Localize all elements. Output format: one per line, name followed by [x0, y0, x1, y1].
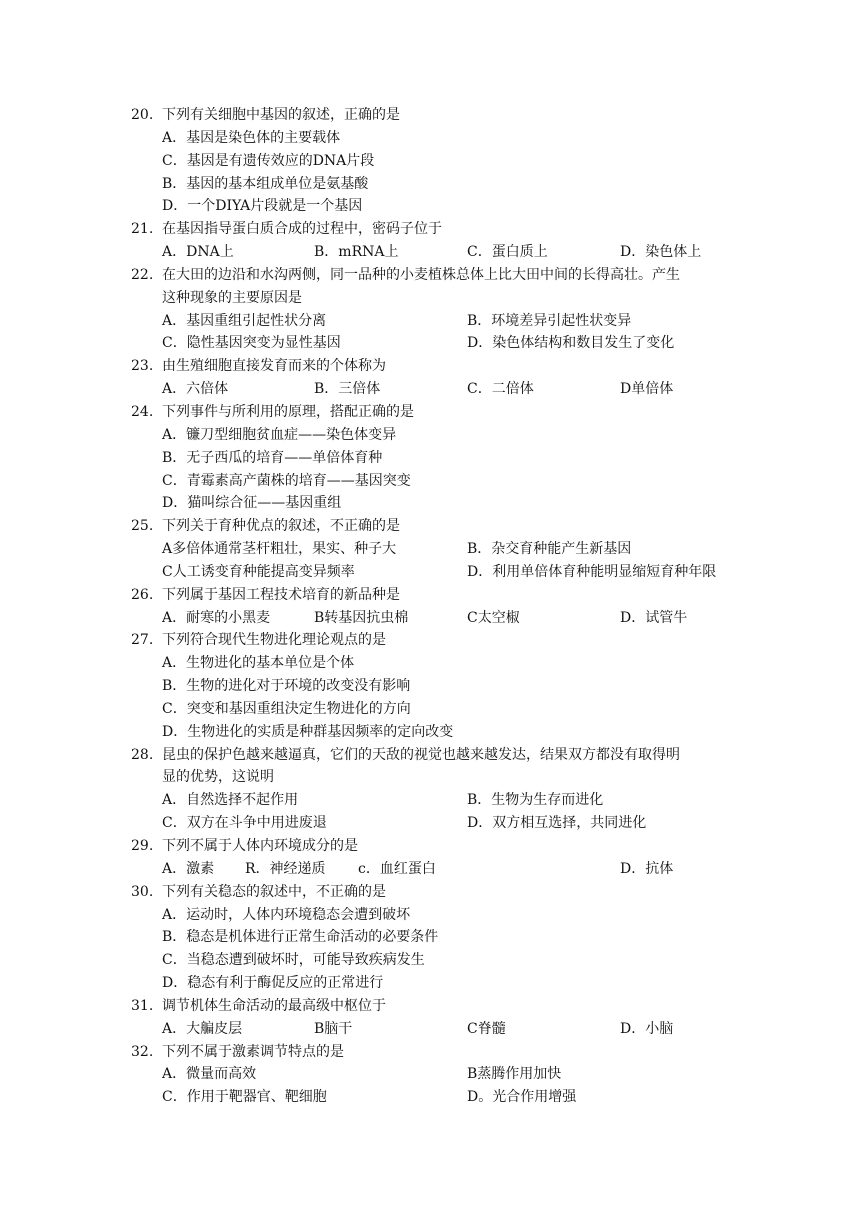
question-text: 下列属于基因工程技术培育的新品种是 [162, 586, 400, 603]
option-d: D．利用单倍体育种能明显缩短育种年限 [467, 563, 717, 580]
option-a: A．大艑皮层 [162, 1020, 243, 1037]
question-24-option-row [0, 470, 865, 493]
option-c: C．作用于靶器官、靶细胞 [162, 1089, 327, 1106]
question-30-stem [0, 881, 865, 904]
option-d: D．一个DIYA片段就是一个基因 [162, 198, 363, 215]
option-d: D．染色体上 [620, 244, 702, 261]
question-text: 调节机体生命活动的最高级中枢位于 [162, 997, 386, 1014]
question-25-option-row [0, 538, 865, 561]
question-22-stem-continued [0, 287, 865, 310]
question-28-option-row [0, 789, 865, 812]
question-27-option-row [0, 698, 865, 721]
option-b: B蒸腾作用加快 [467, 1066, 562, 1083]
question-23-stem [0, 355, 865, 378]
question-27-stem [0, 629, 865, 652]
question-22-stem [0, 264, 865, 287]
question-text: 下列有关稳态的叙述中，不正确的是 [162, 883, 386, 900]
question-22-option-row [0, 310, 865, 333]
option-a: A．耐寒的小黑麦 [162, 609, 271, 626]
option-d: D．试管牛 [620, 609, 688, 626]
question-32-option-row [0, 1063, 865, 1086]
question-number: 21. [131, 221, 154, 238]
question-number: 24. [131, 403, 154, 420]
question-number: 25. [131, 518, 154, 535]
option-d: D．抗体 [620, 860, 674, 877]
question-20-stem [0, 104, 865, 127]
option-c: C太空椒 [467, 609, 520, 626]
question-22-option-row [0, 332, 865, 355]
option-b: B．生物的进化对于环境的改变没有影响 [162, 678, 411, 695]
option-d: D．小脑 [620, 1020, 674, 1037]
question-29-option-row [0, 858, 865, 881]
option-b: B．稳态是机体进行正常生命活动的必要条件 [162, 929, 439, 946]
option-b: B转基因抗虫棉 [314, 609, 409, 626]
question-31-stem [0, 995, 865, 1018]
question-32-stem [0, 1041, 865, 1064]
question-number: 20. [131, 107, 154, 123]
option-a: A．自然选择不起作用 [162, 792, 299, 809]
question-number: 26. [131, 586, 154, 603]
question-text: 下列关于育种优点的叙述，不正确的是 [162, 518, 400, 535]
option-a: A多倍体通常茎杆粗壮，果实、种子大 [162, 541, 397, 558]
option-c: C．青霉素高产菌株的培育——基因突变 [162, 472, 411, 489]
question-20-option-row [0, 150, 865, 173]
question-30-option-row [0, 926, 865, 949]
option-a: A．六倍体 [162, 381, 229, 398]
option-a: A．激素 [162, 860, 215, 877]
option-a: A．基因重组引起性状分离 [162, 312, 327, 329]
option-d: D单倍体 [620, 381, 674, 398]
option-c: C．突变和基因重组決定生物进化的方向 [162, 700, 411, 717]
question-28-option-row [0, 812, 865, 835]
question-24-option-row [0, 447, 865, 470]
option-c: C脊髓 [467, 1020, 506, 1037]
question-number: 30. [131, 883, 154, 900]
option-c: C．当稳态遭到破坏时，可能导致疾病发生 [162, 952, 425, 969]
question-text: 这种现象的主要原因是 [162, 289, 302, 306]
option-a: A．生物进化的基本单位是个体 [162, 655, 355, 672]
question-text: 由生殖细胞直接发育而来的个体称为 [162, 358, 386, 375]
option-b: B．三倍体 [314, 381, 381, 398]
option-c: C．二倍体 [467, 381, 534, 398]
question-24-option-row [0, 492, 865, 515]
question-31-option-row [0, 1018, 865, 1041]
option-c: C．基因是有遗传效应的DNA片段 [162, 152, 375, 169]
question-20-option-row [0, 173, 865, 196]
question-26-stem [0, 584, 865, 607]
option-d: D．猫叫综合征——基因重组 [162, 495, 342, 512]
option-a: A．基因是染色体的主要载体 [162, 129, 341, 146]
question-number: 28. [131, 746, 154, 763]
option-b: B．环境差异引起性状变异 [467, 312, 632, 329]
question-30-option-row [0, 949, 865, 972]
question-24-stem [0, 401, 865, 424]
question-24-option-row [0, 424, 865, 447]
option-b: B．无子西瓜的培育——单倍体育种 [162, 449, 383, 466]
option-d: D．稳态有利于酶促反应的正常进行 [162, 975, 384, 992]
question-number: 27. [131, 632, 154, 649]
question-21-stem [0, 218, 865, 241]
question-number: 31. [131, 997, 154, 1014]
option-b: R．神经递质 [245, 860, 326, 877]
question-29-stem [0, 835, 865, 858]
question-text: 下列不属于人体内环境成分的是 [162, 838, 358, 854]
option-d: D。光合作用增强 [467, 1089, 577, 1106]
question-20-option-row [0, 195, 865, 218]
question-text: 下列不属于激素调节特点的是 [162, 1043, 344, 1060]
option-b: B．基因的基本组成单位是氨基酸 [162, 175, 369, 192]
question-20-option-row [0, 127, 865, 150]
question-text: 昆虫的保护色越来越逼真，它们的天敌的视觉也越来越发达，结果双方都没有取得明 [162, 746, 680, 763]
option-c: C．蛋白质上 [467, 244, 548, 261]
option-c: C．双方在斗争中用进废退 [162, 815, 327, 832]
question-28-stem [0, 744, 865, 767]
question-27-option-row [0, 721, 865, 744]
option-b: B．mRNA上 [314, 244, 399, 261]
option-a: A．运动时，人体内环境稳态会遭到破坏 [162, 906, 411, 923]
question-text: 下列有关细胞中基因的叙述，正确的是 [162, 107, 400, 123]
question-27-option-row [0, 675, 865, 698]
question-21-option-row [0, 241, 865, 264]
question-number: 29. [131, 838, 154, 854]
question-number: 22. [131, 266, 154, 283]
question-25-option-row [0, 561, 865, 584]
option-a: A．DNA上 [162, 244, 234, 261]
question-text: 在大田的边沿和水沟两侧，同一品种的小麦植株总体上比大田中间的长得高壮。产生 [162, 266, 680, 283]
question-27-option-row [0, 652, 865, 675]
option-a: A．微量而高效 [162, 1066, 257, 1083]
option-c: C．隐性基因突变为显性基因 [162, 335, 341, 352]
option-c: C人工诱变育种能提高变异频率 [162, 563, 355, 580]
option-b: B．生物为生存而进化 [467, 792, 604, 809]
question-text: 下列事件与所利用的原理，搭配正确的是 [162, 403, 414, 420]
question-number: 32. [131, 1043, 154, 1060]
question-32-option-row [0, 1086, 865, 1109]
exam-page [0, 104, 865, 1109]
option-b: B．杂交育种能产生新基因 [467, 541, 632, 558]
option-d: D．染色体结构和数目发生了变化 [467, 335, 675, 352]
question-28-stem-continued [0, 766, 865, 789]
option-c: c．血红蛋白 [358, 860, 436, 877]
question-text: 下列符合现代生物进化理论观点的是 [162, 632, 386, 649]
question-23-option-row [0, 378, 865, 401]
option-a: A．镰刀型细胞贫血症——染色体变异 [162, 426, 397, 443]
question-25-stem [0, 515, 865, 538]
question-number: 23. [131, 358, 154, 375]
question-30-option-row [0, 972, 865, 995]
option-b: B脑干 [314, 1020, 353, 1037]
option-d: D．双方相互选择，共同进化 [467, 815, 647, 832]
question-26-option-row [0, 607, 865, 630]
option-d: D．生物进化的实质是种群基因频率的定向改变 [162, 723, 454, 740]
question-text: 显的优势，这说明 [162, 769, 274, 786]
question-text: 在基因指导蛋白质合成的过程中，密码子位于 [162, 221, 442, 238]
question-30-option-row [0, 904, 865, 927]
